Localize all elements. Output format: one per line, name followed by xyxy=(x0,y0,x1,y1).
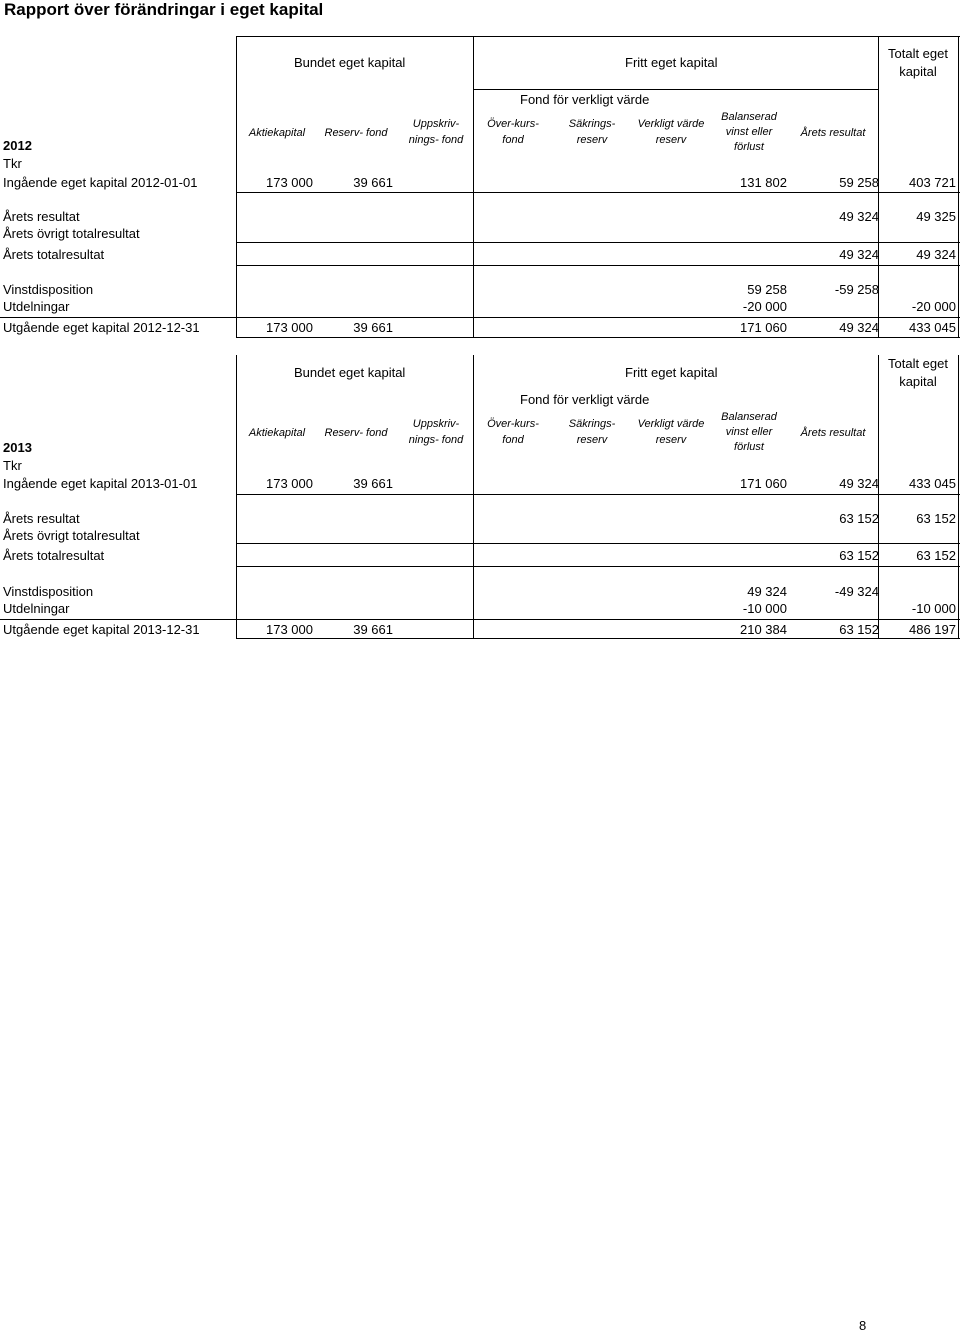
cell-utd-balanserad: -20 000 xyxy=(742,299,787,314)
table-year: 2013 xyxy=(3,440,32,455)
col-header-arets-resultat: Årets resultat xyxy=(800,427,866,439)
page-title: Rapport över förändringar i eget kapital xyxy=(4,0,324,19)
cell-opening-reservfond: 39 661 xyxy=(353,175,393,190)
cell-vinst-balanserad: 59 258 xyxy=(747,282,787,297)
col-header-aktiekapital: Aktiekapital xyxy=(248,127,306,139)
row-label-ovrigt-totalresultat: Årets övrigt totalresultat xyxy=(3,226,140,241)
col-header-uppskriv-line2: nings- fond xyxy=(408,434,464,446)
table-right-border xyxy=(958,36,959,337)
header-fritt-eget-kapital: Fritt eget kapital xyxy=(625,55,718,70)
cell-opening-balanserad: 131 802 xyxy=(740,175,787,190)
cell-opening-totalt: 403 721 xyxy=(909,175,956,190)
cell-closing-totalt: 486 197 xyxy=(909,622,956,637)
header-totalt-eget-kapital-line1: Totalt eget xyxy=(888,356,948,371)
row-label-utdelningar: Utdelningar xyxy=(3,601,70,616)
row-label-utdelningar: Utdelningar xyxy=(3,299,70,314)
page-number: 8 xyxy=(859,1318,867,1333)
cell-closing-balanserad: 210 384 xyxy=(740,622,787,637)
cell-res-arets-resultat: 49 324 xyxy=(839,209,879,224)
col-header-arets-resultat: Årets resultat xyxy=(800,127,866,139)
cell-vinst-balanserad: 49 324 xyxy=(747,584,787,599)
cell-closing-reservfond: 39 661 xyxy=(353,622,393,637)
header-fritt-eget-kapital: Fritt eget kapital xyxy=(625,365,718,380)
col-header-overkurs-line2: fond xyxy=(502,434,524,446)
header-fond-verkligt-varde: Fond för verkligt värde xyxy=(520,92,650,107)
header-bundet-eget-kapital: Bundet eget kapital xyxy=(294,55,406,70)
row-separator xyxy=(236,494,960,495)
cell-opening-totalt: 433 045 xyxy=(909,476,956,491)
col-header-reservfond: Reserv- fond xyxy=(324,427,388,439)
fond-group-top-border xyxy=(473,89,878,90)
table-unit: Tkr xyxy=(3,458,22,473)
cell-res-arets-resultat: 63 152 xyxy=(839,511,879,526)
cell-tot-arets-resultat: 49 324 xyxy=(839,247,879,262)
header-totalt-eget-kapital-line2: kapital xyxy=(899,64,937,79)
row-label-arets-resultat: Årets resultat xyxy=(3,209,80,224)
cell-opening-aktiekapital: 173 000 xyxy=(266,476,313,491)
header-totalt-eget-kapital-line2: kapital xyxy=(899,374,937,389)
cell-tot-totalt: 49 324 xyxy=(916,247,956,262)
cell-utd-totalt: -10 000 xyxy=(911,601,956,616)
bundet-fritt-divider xyxy=(473,355,474,638)
row-label-opening: Ingående eget kapital 2012-01-01 xyxy=(3,175,198,190)
closing-top-rule xyxy=(0,619,960,620)
cell-opening-balanserad: 171 060 xyxy=(740,476,787,491)
cell-tot-totalt: 63 152 xyxy=(916,548,956,563)
corner xyxy=(236,355,237,356)
header-totalt-eget-kapital-line1: Totalt eget xyxy=(888,46,948,61)
col-header-uppskriv-line1: Uppskriv- xyxy=(412,418,460,430)
row-label-ovrigt-totalresultat: Årets övrigt totalresultat xyxy=(3,528,140,543)
col-header-balanserad-line2: vinst eller xyxy=(725,426,773,438)
col-header-sakrings-line2: reserv xyxy=(576,134,608,146)
col-header-uppskriv-line1: Uppskriv- xyxy=(412,118,460,130)
cell-utd-balanserad: -10 000 xyxy=(742,601,787,616)
col-header-balanserad-line3: förlust xyxy=(734,441,764,453)
row-separator xyxy=(236,265,960,266)
col-header-overkurs-line2: fond xyxy=(502,134,524,146)
cell-opening-arets-resultat: 49 324 xyxy=(839,476,879,491)
row-label-vinstdisposition: Vinstdisposition xyxy=(3,282,94,297)
col-header-sakrings-line1: Säkrings- xyxy=(568,118,616,130)
cell-vinst-arets-resultat: -49 324 xyxy=(834,584,879,599)
corner xyxy=(236,36,237,37)
table-left-border xyxy=(236,36,237,337)
col-header-verkligt-line2: reserv xyxy=(655,434,687,446)
col-header-balanserad-line3: förlust xyxy=(734,141,764,153)
cell-tot-arets-resultat: 63 152 xyxy=(839,548,879,563)
cell-closing-arets-resultat: 63 152 xyxy=(839,622,879,637)
cell-closing-aktiekapital: 173 000 xyxy=(266,320,313,335)
col-header-verkligt-line2: reserv xyxy=(655,134,687,146)
col-header-aktiekapital: Aktiekapital xyxy=(248,427,306,439)
cell-res-totalt: 63 152 xyxy=(916,511,956,526)
cell-opening-aktiekapital: 173 000 xyxy=(266,175,313,190)
cell-closing-aktiekapital: 173 000 xyxy=(266,622,313,637)
col-header-verkligt-line1: Verkligt värde xyxy=(637,418,705,430)
row-separator xyxy=(236,543,960,544)
cell-closing-arets-resultat: 49 324 xyxy=(839,320,879,335)
header-bundet-eget-kapital: Bundet eget kapital xyxy=(294,365,406,380)
cell-utd-totalt: -20 000 xyxy=(911,299,956,314)
col-header-balanserad-line2: vinst eller xyxy=(725,126,773,138)
table-left-border xyxy=(236,355,237,638)
row-separator xyxy=(236,566,960,567)
row-label-arets-resultat: Årets resultat xyxy=(3,511,80,526)
col-header-sakrings-line1: Säkrings- xyxy=(568,418,616,430)
row-label-closing: Utgående eget kapital 2012-12-31 xyxy=(3,320,200,335)
closing-top-rule xyxy=(0,317,960,318)
cell-closing-balanserad: 171 060 xyxy=(740,320,787,335)
table-bottom-border xyxy=(236,638,960,639)
row-label-totalresultat: Årets totalresultat xyxy=(3,548,105,563)
col-header-balanserad-line1: Balanserad xyxy=(721,411,777,423)
col-header-overkurs-line1: Över-kurs- xyxy=(487,418,539,430)
cell-closing-totalt: 433 045 xyxy=(909,320,956,335)
col-header-overkurs-line1: Över-kurs- xyxy=(487,118,539,130)
col-header-sakrings-line2: reserv xyxy=(576,434,608,446)
cell-opening-reservfond: 39 661 xyxy=(353,476,393,491)
table-year: 2012 xyxy=(3,138,32,153)
row-label-vinstdisposition: Vinstdisposition xyxy=(3,584,94,599)
table-unit: Tkr xyxy=(3,156,22,171)
row-label-opening: Ingående eget kapital 2013-01-01 xyxy=(3,476,198,491)
table-bottom-border xyxy=(236,337,960,338)
col-header-verkligt-line1: Verkligt värde xyxy=(637,118,705,130)
table-top-border xyxy=(236,36,960,37)
cell-opening-arets-resultat: 59 258 xyxy=(839,175,879,190)
row-label-closing: Utgående eget kapital 2013-12-31 xyxy=(3,622,200,637)
bundet-fritt-divider xyxy=(473,36,474,337)
row-label-totalresultat: Årets totalresultat xyxy=(3,247,105,262)
cell-vinst-arets-resultat: -59 258 xyxy=(834,282,879,297)
col-header-reservfond: Reserv- fond xyxy=(324,127,388,139)
col-header-uppskriv-line2: nings- fond xyxy=(408,134,464,146)
col-header-balanserad-line1: Balanserad xyxy=(721,111,777,123)
row-separator xyxy=(236,192,960,193)
table-right-border xyxy=(958,355,959,638)
cell-closing-reservfond: 39 661 xyxy=(353,320,393,335)
cell-res-totalt: 49 325 xyxy=(916,209,956,224)
row-separator xyxy=(236,242,960,243)
header-fond-verkligt-varde: Fond för verkligt värde xyxy=(520,392,650,407)
